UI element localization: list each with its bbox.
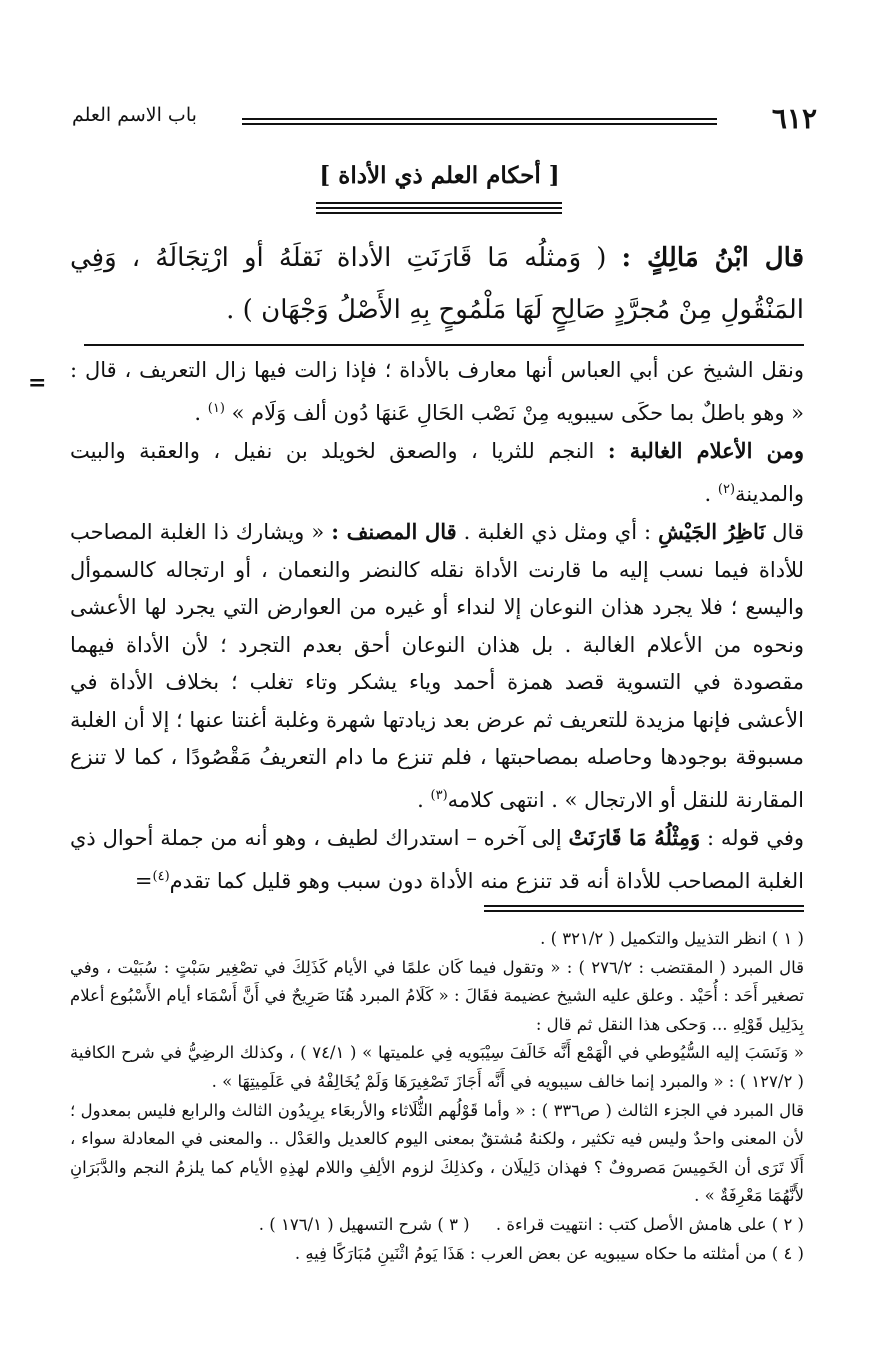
matn-text: ( وَمثلُه مَا قَارَنَتِ الأداة نَقلَهُ أو ارْتِجَالَهُ ، وَفِي المَنْقُولِ مِنْ مُجرَّدٍ صَالِحٍ لَهَا مَلْمُوحٍ بِهِ الأَصْلُ وَجْهَان ) .: [70, 243, 804, 325]
matn-block: [70, 232, 804, 336]
paragraph-3: [70, 513, 804, 819]
continuation-mark-bottom: =: [134, 868, 153, 893]
footnote-2-3-row: [70, 1211, 804, 1240]
footnote-1-line-4: قال المبرد في الجزء الثالث ( ص٣٣٦ ) : « وأما قَوْلُهم الثُّلَاثاء والأربعَاء يرِيدُون الثالث والرابع فليس بمعدول ؛ لأن المعنى واحدٌ وليس فيه تكثير ، ولكنهُ مُشتقٌ بمعنى اليوم كالعديل والعَدْل .. والمعنى في المعادلة سواء ، أَلَا تَرَى أن الخَمِيسَ مَصروفٌ ؟ فهذان دَلِيلَان ، وكذلِكَ لزوم الألِفِ واللام لهذِهِ الأيام كما يلزمُ النجم والدَّبَرَانِ لأَنَّهُمَا مَعْرِفَةٌ » .: [70, 1100, 804, 1206]
matn-author: قال ابْنُ مَالِكٍ :: [621, 243, 804, 273]
footnote-ref-2: (٢): [717, 481, 736, 497]
paragraph-3-quote-label: قال المصنف :: [331, 519, 457, 544]
footnote-ref-4: (٤): [152, 868, 170, 884]
paragraph-3-quote: « ويشارك ذا الغلبة المصاحب للأداة فيما نسب إليه ما قارنت الأداة نقله كالنضر والنعمان ، أو ارتجاله كالسموأل واليسع ؛ فلا يجرد هذان النوعان إلا لنداء أو غيره من العوارض التي يجرد لها الأعشى ونحوه من الأعلام الغالبة . بل هذان النوعان أحق بعدم التجرد ؛ لأن الأداة فيهما مقصودة في التسوية قصد همزة أحمد وياء يشكر وتاء تغلب ؛ بخلاف الأداة في الأعشى فإنها مزيدة للتعريف ثم عرض بعد زيادتها شهرة وغلبة أغنتا عنها ؛ إلا أن الغلبة مسبوقة بوجودها وحاصله بمصاحبتها ، فلم تنزع ما دام التعريفُ مَقْصُودًا ، كما لا تنزع المقارنة للنقل أو الارتجال » . انتهى كلامه: [70, 520, 804, 812]
paragraph-1-end: .: [194, 400, 208, 425]
continuation-mark-top: =: [28, 370, 47, 396]
footnote-separator: [484, 905, 804, 915]
paragraph-3-author: نَاظِرُ الجَيْشِ: [658, 519, 766, 544]
paragraph-3-end: .: [417, 787, 431, 812]
running-header: [72, 100, 817, 140]
header-double-rule: [242, 118, 717, 125]
footnote-2: ( ٢ ) على هامش الأصل كتب : انتهيت قراءة .: [495, 1214, 804, 1234]
commentary-body: [70, 352, 804, 900]
footnote-ref-1: (١): [207, 400, 225, 416]
footnote-1-line-1: ( ١ ) انظر التذييل والتكميل ( ٣٢١/٢ ) .: [540, 929, 804, 948]
footnotes: [70, 925, 804, 1268]
paragraph-4-intro: وفي قوله :: [700, 826, 804, 850]
section-title: [ أحكام العلم ذي الأداة ]: [319, 162, 560, 189]
footnote-1-line-2: قال المبرد ( المقتضب : ٢٧٦/٢ ) : « وتقول فيما كَان علمًا في الأيام كَذَلِكَ في تصْغِير سَبْتٍ : سُبَيْت ، وفي تصغير أَحَد : أُحَيْد . وعلق عليه الشيخ عضيمة فقَالَ : « كَلَامُ المبرد هُنَا صَرِيحٌ في أَنَّ أَسْمَاء أيام الأَسْبُوع أعلام بِدَلِيل قَوْلِهِ ... وَحكى هذا النقل ثم قال :: [70, 957, 804, 1034]
paragraph-3-gloss: : أي ومثل ذي الغلبة .: [456, 520, 659, 544]
paragraph-4-text: إلى آخره – استدراك لطيف ، وهو أنه من جملة أحوال ذي الغلبة المصاحب للأداة أنه قد تنزع منه الأداة دون سبب وهو قليل كما تقدم: [70, 826, 804, 893]
footnote-3: ( ٣ ) شرح التسهيل ( ١٧٦/١ ) .: [258, 1214, 470, 1234]
chapter-title: باب الاسم العلم: [72, 104, 197, 126]
paragraph-2: [70, 432, 804, 513]
footnote-ref-3: (٣): [430, 787, 448, 803]
matn-separator-rule: [84, 344, 804, 346]
footnote-4: ( ٤ ) من أمثلته ما حكاه سيبويه عن بعض العرب : هَذَا يَومُ اثْنَينِ مُبَارَكًا فِيهِ .: [294, 1243, 804, 1263]
paragraph-2-text: النجم للثريا ، والصعق لخويلد بن نفيل ، والعقبة والبيت والمدينة: [70, 439, 804, 506]
paragraph-2-heading: ومن الأعلام الغالبة :: [607, 438, 804, 463]
section-title-underline: [316, 202, 562, 217]
paragraph-3-intro: قال: [765, 520, 804, 544]
paragraph-1: [70, 352, 804, 432]
footnote-1-line-3: « وَنَسَبَ إليه السُّيُوطي في الْهَمْع أَنَّه خَالَفَ سِيْبَويه فِي علميتها » ( ٧٤/١ ) ، وكذلك الرضِيُّ في شرح الكافية ( ١٢٧/٢ ) : « والمبرد إنما خالف سيبويه في أَنَّه أَجَازَ تَصْغِيرَهَا وَلَمْ يُخَالِفْهُ في عَلَمِيتِهَا » .: [70, 1043, 804, 1091]
paragraph-2-end: .: [704, 481, 718, 506]
paragraph-4-citation: وَمِثْلُهُ مَا قَارَنَتْ: [568, 825, 701, 850]
paragraph-4: [70, 819, 804, 900]
page-number: ٦١٢: [771, 102, 817, 135]
paragraph-1-text: ونقل الشيخ عن أبي العباس أنها معارف بالأداة ؛ فإذا زالت فيها زال التعريف ، قال : « وهو باطلٌ بما حكَى سيبويه مِنْ نَصْب الحَالِ عَنهَا دُون ألف وَلَام »: [70, 358, 804, 425]
